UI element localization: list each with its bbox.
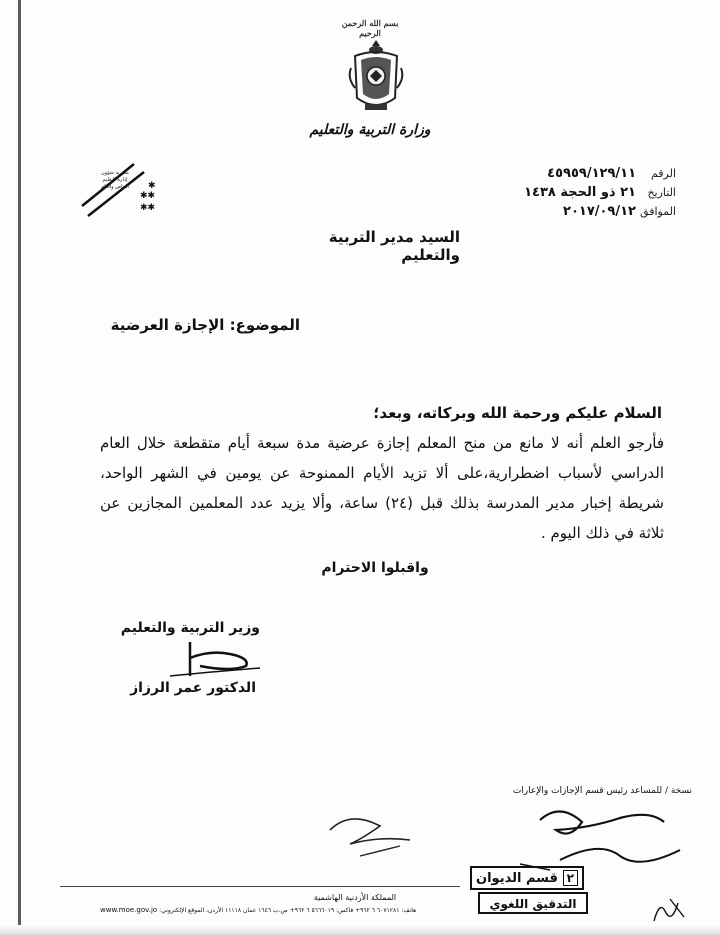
cc-line: نسخة / للمساعد رئيس قسم الإجازات والإعارات — [512, 786, 692, 796]
svg-text:✱✱: ✱✱ — [140, 191, 156, 201]
svg-text:✱✱: ✱✱ — [140, 203, 156, 213]
reference-block — [440, 166, 676, 223]
svg-text:✱: ✱ — [148, 181, 156, 191]
reference-number: ٤٥٩٥٩/١٢٩/١١ — [547, 166, 636, 181]
diwan-stamp — [470, 866, 584, 890]
signatory-name: الدكتور عمر الرزاز — [130, 680, 256, 696]
footer-rule — [60, 886, 460, 887]
body-line: ثلاثة في ذلك اليوم . — [540, 524, 664, 542]
subject: الموضوع: الإجازة العرضية — [110, 316, 300, 334]
recipient: السيد مدير التربية والتعليم — [328, 228, 460, 264]
margin-scribble — [650, 895, 690, 925]
footer-website[interactable]: www.moe.gov.jo — [100, 906, 158, 914]
footer-contact-row — [100, 906, 472, 914]
stamp-line: الخاص والعام — [101, 184, 129, 190]
hijri-date: ٢١ ذو الحجة ١٤٣٨ — [524, 185, 636, 200]
letter-body — [100, 428, 664, 548]
corresponding-label: الموافق — [640, 205, 676, 218]
greeting: السلام عليكم ورحمة الله وبركاته، وبعد؛ — [373, 404, 662, 422]
date-label: التاريخ — [647, 186, 676, 199]
classification-stamp — [78, 160, 158, 220]
footer-kingdom: المملكة الأردنية الهاشمية — [313, 893, 397, 902]
scan-edge — [18, 0, 21, 935]
number-label: الرقم — [650, 167, 676, 180]
footer-contact: هاتف: ٦٠٧١٢٨١ ٦ ٩٦٢+ فاكس: ٥٦٦٦٠١٩ ٦ ٩٦٢+ ص.ب ١٦٤٦ عمان ١١١١٨ الأردن، الموقع الإلكتروني: — [159, 907, 417, 914]
body-line: فأرجو العلم أنه لا مانع من منح المعلم إجازة عرضية مدة سبعة أيام متقطعة خلال العام — [100, 434, 664, 452]
body-line: الدراسي لأسباب اضطرارية،على ألا تزيد الأيام الممنوحة عن يومين في الشهر الواحد، — [100, 464, 664, 482]
closing: واقبلوا الاحترام — [321, 560, 429, 576]
signatory-title: وزير التربية والتعليم — [120, 620, 260, 636]
diwan-stamp-number: ٢ — [563, 870, 578, 886]
scan-bottom-edge — [0, 925, 720, 935]
linguistic-audit-stamp: التدقيق اللغوي — [478, 892, 588, 914]
body-line: شريطة إخبار مدير المدرسة بذلك قبل (٢٤) ساعة، وألا يزيد عدد المعلمين المجازين عن — [100, 494, 664, 512]
diwan-stamp-text: قسم الديوان — [476, 870, 558, 886]
royal-emblem-icon — [345, 38, 407, 116]
stamp-line: إدارة التعليم — [102, 177, 128, 183]
basmala-header: بسم الله الرحمن الرحيم — [341, 18, 399, 38]
ministry-name: وزارة التربية والتعليم — [309, 122, 431, 138]
gregorian-date: ٢٠١٧/٠٩/١٢ — [563, 204, 636, 219]
stamp-line: مديرية شؤون — [101, 170, 129, 176]
minister-signature — [150, 636, 270, 686]
